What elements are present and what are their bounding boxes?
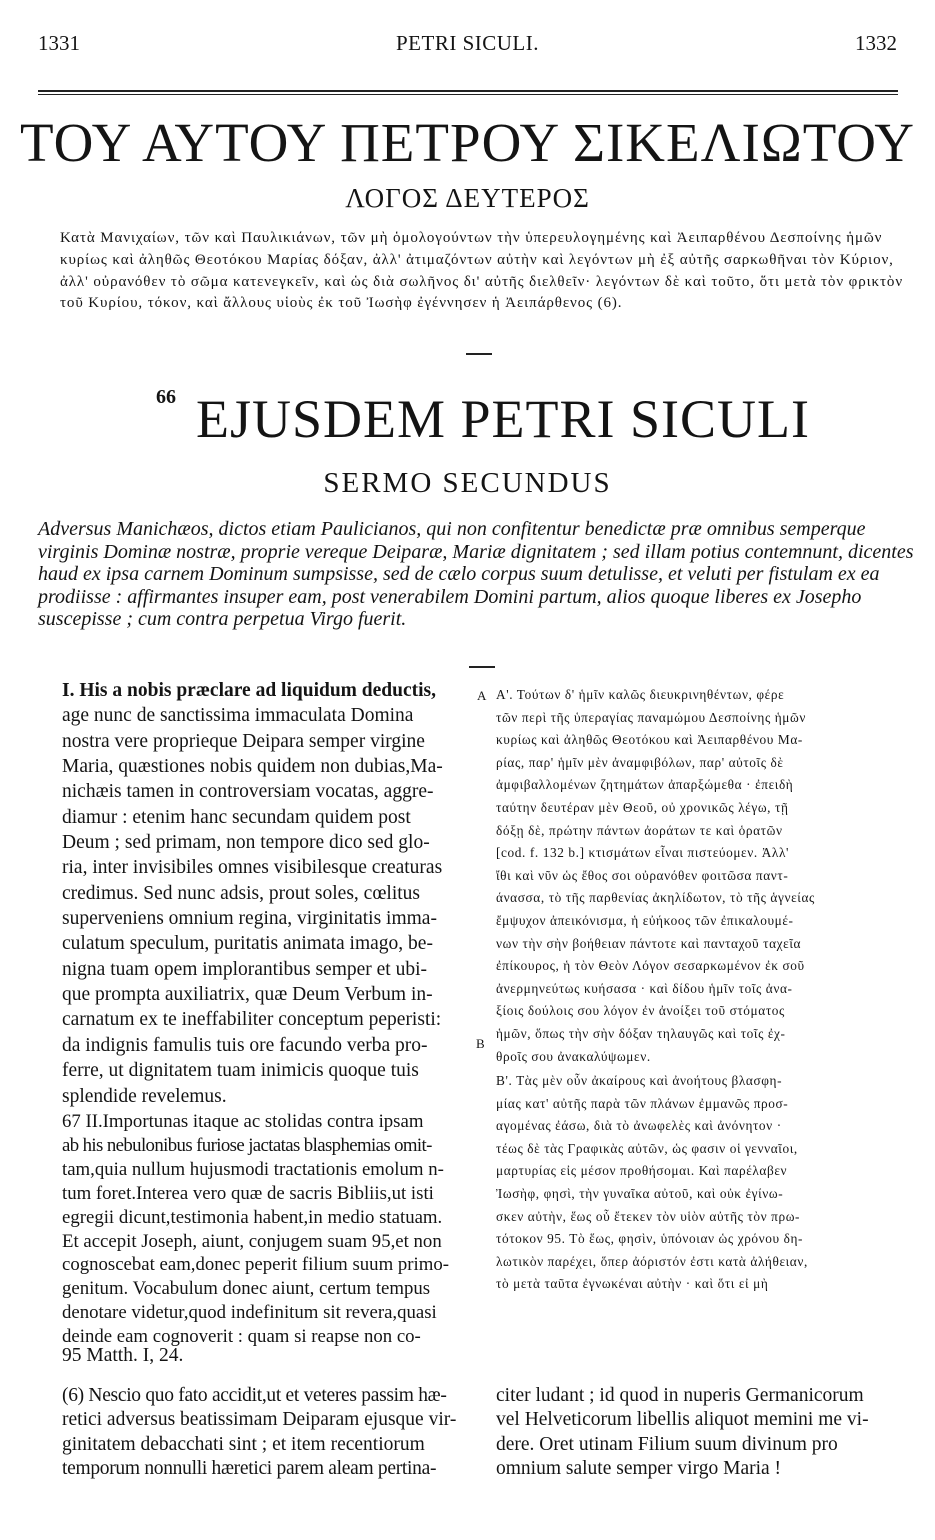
text-line: diamur : etenim hanc secundam quidem post xyxy=(62,806,411,828)
text-line: μίας κατ' αὐτῆς παρὰ τῶν πλάνων ἐμμανῶς προσ- xyxy=(496,1095,789,1111)
text-line: λωτικὸν παρέχει, ὅπερ ἀόριστόν ἐστι κατὰ ἀλήθειαν, xyxy=(496,1253,808,1269)
column-number: 66 xyxy=(156,386,176,408)
text-line: θροῖς σου ἀνακαλύψωμεν. xyxy=(496,1048,651,1064)
text-line: tum foret.Interea vero quæ de sacris Bibliis,ut isti xyxy=(62,1182,434,1204)
text-line: nigna tuam opem implorantibus semper et ubi- xyxy=(62,958,428,980)
text-line: ἡμῶν, ὅπως τὴν σὴν δόξαν τηλαυγῶς καὶ τοῖς ἐχ- xyxy=(496,1025,786,1041)
text-line: σκεν αὐτὴν, ἕως οὗ ἔτεκεν τὸν υἱὸν αὐτῆς τὸν πρω- xyxy=(496,1208,801,1224)
margin-letter-a: A xyxy=(477,688,487,703)
text-line: τῶν περὶ τῆς ὑπεραγίας παναμώμου Δεσποίνης ἡμῶν xyxy=(496,709,806,725)
text-line: cognoscebat eam,donec peperit filium suum primo- xyxy=(62,1254,449,1276)
text-line: genitum. Vocabulum donec aiunt, certum tempus xyxy=(62,1278,431,1300)
greek-abstract: Κατὰ Μανιχαίων, τῶν καὶ Παυλικιάνων, τῶν μὴ ὁμολογούντων τὴν ὑπερευλογημένης καὶ Ἀειπαρθένου Δεσποίνης ἡμῶν κυρίως καὶ ἀληθῶς Θεοτόκου Μαρίας δόξαν, ἀλλ' ἀτιμαζόντων αὐτὴν καὶ λεγόντων μὴ ἐξ αὐτῆς σαρκωθῆναι τὸν Κύριον, ἀλλ' οὐρανόθεν τὸ σῶμα κατενεγκεῖν, καὶ ὡς διὰ σωλῆνος δι' αὐτῆς διελθεῖν· λεγόντων δὲ καὶ τοῦτο, ὅτι μετὰ τὸν φρικτὸν τοῦ Κυρίου, τόκον, καὶ ἄλλους υἱοὺς ἐκ τοῦ Ἰωσὴφ ἐγέννησεν ἡ Ἀειπάρθενος (6). xyxy=(60,230,904,312)
section-dash xyxy=(466,353,492,355)
text-line: νων τὴν σὴν βοήθειαν πάντοτε καὶ πανταχοῦ ταχεῖα xyxy=(496,935,802,951)
text-line: ἔμψυχον ἀπεικόνισμα, ἡ εὐήκοος τῶν ἐπικαλουμέ- xyxy=(496,912,794,928)
text-line: ferre, ut dignitatem tuam inimicis quoque tuis xyxy=(62,1060,419,1082)
text-line: Et accepit Joseph, aiunt, conjugem suam 95,et non xyxy=(62,1230,442,1252)
text-line: ἀνερμηνεύτως κυήσασα · καὶ δίδου ἡμῖν τοῖς ἀνα- xyxy=(496,980,793,996)
text-line: I. His a nobis præclare ad liquidum deductis, xyxy=(62,680,437,701)
text-line: credimus. Sed nunc adsis, prout soles, cœlitus xyxy=(62,882,420,904)
latin-title: EJUSDEM PETRI SICULI xyxy=(196,389,811,449)
text-line: temporum nonnulli hæretici parem aleam pertina- xyxy=(62,1458,437,1480)
text-line: splendide revelemus. xyxy=(62,1085,227,1107)
page-number-left: 1331 xyxy=(38,31,80,55)
text-line: age nunc de sanctissima immaculata Domina xyxy=(62,705,414,727)
text-line: ab his nebulonibus furiose jactatas blasphemias omit- xyxy=(62,1134,432,1156)
text-line: αγομένας ἐάσω, διὰ τὸ ἀνωφελὲς καὶ ἀνόνητον · xyxy=(496,1118,782,1134)
text-line: vel Helveticorum libellis aliquot memini me vi- xyxy=(496,1409,869,1431)
text-line: da indignis famulis tuis ore facundo verba pro- xyxy=(62,1034,428,1056)
text-line: ginitatem debacchati sint ; et item recentiorum xyxy=(62,1433,425,1455)
greek-subtitle: ΛΟΓΟΣ ΔΕΥΤΕΡΟΣ xyxy=(345,183,590,213)
text-line: Deum ; sed primam, non tempore dico sed glo- xyxy=(62,832,430,854)
text-line: nostra vere proprieque Deipara semper virgine xyxy=(62,730,425,752)
text-line: δόξῃ δὲ, πρώτην πάντων ἀοράτων τε καὶ ὁρατῶν xyxy=(496,822,783,838)
section-dash xyxy=(469,666,495,668)
greek-paragraph-1 xyxy=(496,684,916,1068)
footnote-6-left xyxy=(62,1384,470,1482)
footnote-95: 95 Matth. I, 24. xyxy=(62,1345,184,1366)
latin-paragraph-1 xyxy=(62,678,470,1109)
text-line: άνασσα, τὸ τῆς παρθενίας ἀκηλίδωτον, τὸ τῆς ἁγνείας xyxy=(496,890,815,906)
text-line: Α'. Τούτων δ' ἡμῖν καλῶς διευκρινηθέντων, φέρε xyxy=(496,687,785,702)
footnote-6-right xyxy=(496,1384,916,1482)
text-line: ἴθι καὶ νῦν ὡς ἔθος σοι οὐρανόθεν φοιτῶσα παντ- xyxy=(496,867,789,883)
text-line: [cod. f. 132 b.] κτισμάτων εἶναι πιστεύομεν. Ἀλλ' xyxy=(496,845,789,861)
latin-paragraph-2 xyxy=(62,1110,470,1349)
text-line: Maria, quæstiones nobis quidem non dubias,Ma- xyxy=(62,756,443,778)
text-line: culatum speculum, puritatis animata imago, be- xyxy=(62,933,433,955)
text-line: ρίας, παρ' ἡμῖν μὲν ἀναμφιβόλων, παρ' αὐτοῖς δὲ xyxy=(496,754,784,770)
text-line: (6) Nescio quo fato accidit,ut et veteres passim hæ- xyxy=(62,1385,447,1406)
text-line: τὸ μετὰ ταῦτα ἐγνωκέναι αὐτὴν · καὶ ὅτι εἰ μὴ xyxy=(496,1276,769,1292)
text-line: carnatum ex te ineffabiliter conceptum peperisti: xyxy=(62,1009,442,1031)
text-line: superveniens omnium regina, virginitatis imma- xyxy=(62,908,437,930)
text-line: κυρίως καὶ ἀληθῶς Θεοτόκου καὶ Ἀειπαρθένου Μα- xyxy=(496,732,803,748)
text-line: egregii dicunt,testimonia habent,in medio statuam. xyxy=(62,1206,443,1228)
text-line: τότοκον 95. Τὸ ἕως, φησὶν, ὑπόνοιαν ὡς χρόνου δη- xyxy=(496,1231,804,1247)
text-line: dere. Oret utinam Filium suum divinum pro xyxy=(496,1433,838,1455)
text-line: ria, inter invisibiles omnes visibilesque creaturas xyxy=(62,857,443,879)
text-line: Ἰωσὴφ, φησὶ, τὴν γυναῖκα αὐτοῦ, καὶ οὐκ ἐγίνω- xyxy=(496,1185,784,1201)
running-title: PETRI SICULI. xyxy=(396,31,539,55)
text-line: Β'. Τὰς μὲν οὖν ἀκαίρους καὶ ἀνοήτους βλασφη- xyxy=(496,1073,783,1088)
text-line: 67 II.Importunas itaque ac stolidas contra ipsam xyxy=(62,1111,424,1132)
header-rule-thin xyxy=(38,94,898,95)
text-line: ἐπίκουρος, ἡ τὸν Θεὸν Λόγον σεσαρκωμένον ἐκ σοῦ xyxy=(496,958,805,974)
text-line: τέως δὲ τὰς Γραφικὰς αὐτῶν, ὡς φασιν οἱ γενναῖοι, xyxy=(496,1140,798,1156)
latin-abstract: Adversus Manichæos, dictos etiam Paulicianos, qui non confitentur benedictæ præ omnibus semperque virginis Dominæ nostræ, proprie vereque Deiparæ, Mariæ dignitatem ; sed illam potius contemnunt, dicentes haud ex ipsa carnem Dominum sumpsisse, sed de cælo corpus suum detulisse, et veluti per fistulam ex ea prodiisse : affirmantes insuper eam, post venerabilem Domini partum, alios quoque liberes ex Josepho suscepisse ; cum contra perpetua Virgo fuerit. xyxy=(38,518,914,630)
greek-paragraph-2 xyxy=(496,1070,916,1296)
header-rule xyxy=(38,90,898,92)
text-line: que prompta auxiliatrix, quæ Deum Verbum in- xyxy=(62,984,433,1006)
text-line: tam,quia nullum hujusmodi tractationis emolum n- xyxy=(62,1158,444,1180)
text-line: omnium salute semper virgo Maria ! xyxy=(496,1458,782,1480)
text-line: μαρτυρίας εἰς μέσον προθήσομαι. Καὶ παρέλαβεν xyxy=(496,1163,788,1179)
text-line: ταύτην δευτέραν μὲν Θεοῦ, οὐ χρονικῶς λέγω, τῇ xyxy=(496,799,789,815)
text-line: denotare videtur,quod indefinitum sit revera,quasi xyxy=(62,1302,437,1324)
text-line: ξίοις δούλοις σου λόγον ἐν ἀνοίξει τοῦ στόματος xyxy=(496,1003,785,1019)
text-line: retici adversus beatissimam Deiparam ejusque vir- xyxy=(62,1409,457,1431)
text-line: nichæis tamen in controversiam vocatas, aggre- xyxy=(62,781,434,803)
greek-title: ΤΟΥ ΑΥΤΟΥ ΠΕΤΡΟΥ ΣΙΚΕΛΙΩΤΟΥ xyxy=(20,112,915,173)
margin-letter-b: B xyxy=(476,1036,485,1051)
latin-subtitle: SERMO SECUNDUS xyxy=(323,467,612,499)
text-line: citer ludant ; id quod in nuperis Germanicorum xyxy=(496,1385,864,1406)
text-line: deinde eam cognoverit : quam si reapse non co- xyxy=(62,1326,421,1348)
text-line: ἀμφιβαλλομένων ζητημάτων ἀπαρξώμεθα · ἐπειδὴ xyxy=(496,777,794,793)
page-number-right: 1332 xyxy=(855,31,897,55)
